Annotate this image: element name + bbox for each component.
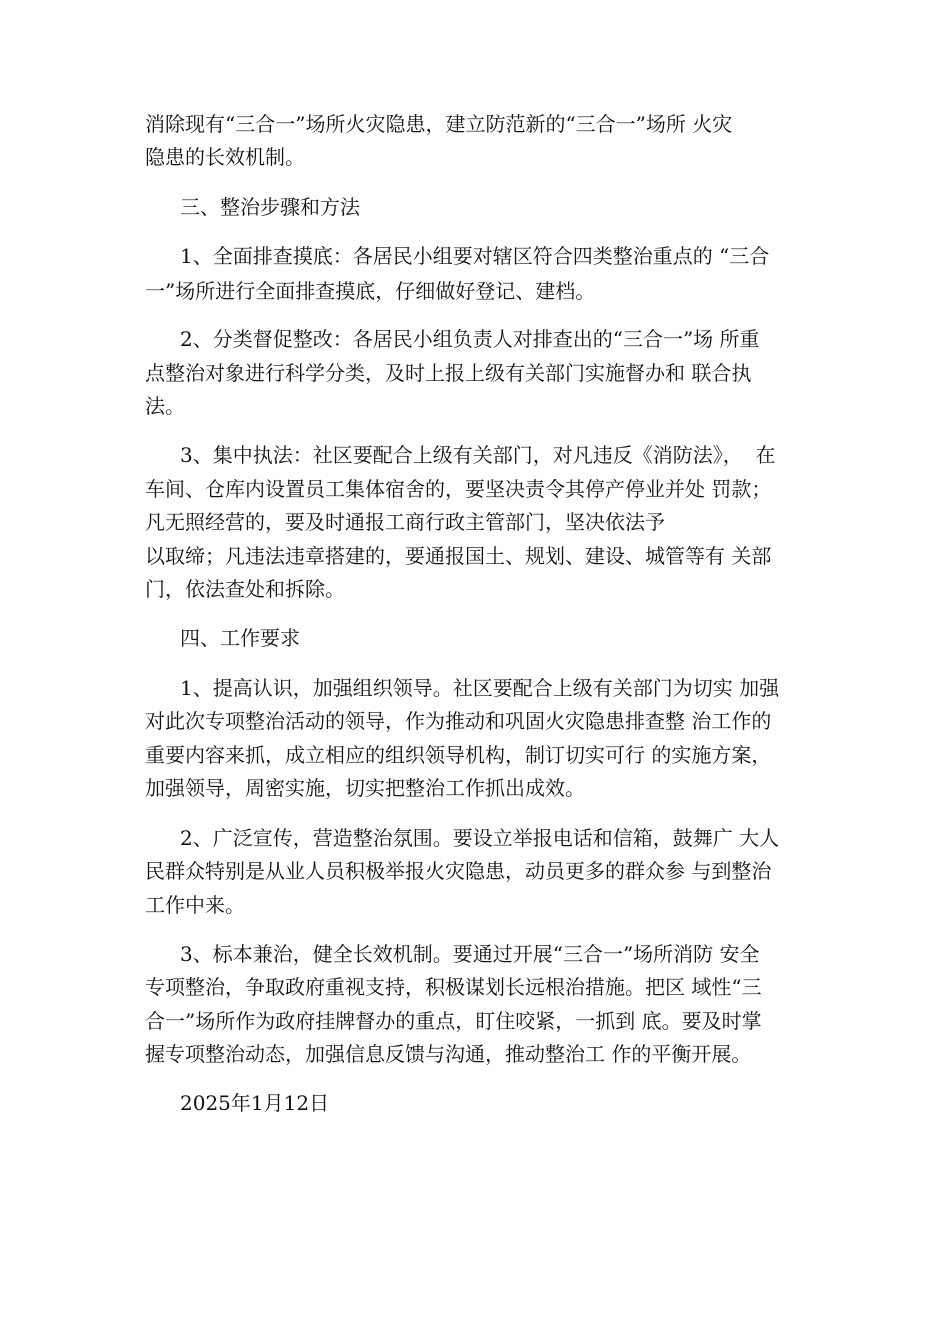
text-line: 1、提高认识，加强组织领导。社区要配合上级有关部门为切实 加强: [180, 676, 780, 700]
text-line: 门，依法查处和拆除。: [145, 577, 345, 601]
text-line: 隐患的长效机制。: [145, 145, 305, 169]
text-line: 一”场所进行全面排查摸底，仔细做好登记、建档。: [145, 279, 596, 303]
text-line: 2、分类督促整改：各居民小组负责人对排查出的“三合一”场 所重: [180, 327, 760, 351]
section-heading: 四、工作要求: [180, 626, 300, 650]
text-line: 消除现有“三合一”场所火灾隐患，建立防范新的“三合一”场所 火灾: [145, 112, 733, 136]
text-line: 民群众特别是从业人员积极举报火灾隐患，动员更多的群众参 与到整治: [145, 859, 772, 883]
text-line: 3、集中执法：社区要配合上级有关部门，对凡违反《消防法》， 在: [180, 443, 776, 467]
text-line: 点整治对象进行科学分类，及时上报上级有关部门实施督办和 联合执: [145, 361, 752, 385]
text-line: 1、全面排查摸底：各居民小组要对辖区符合四类整治重点的 “三合: [180, 244, 770, 268]
section-heading: 三、整治步骤和方法: [180, 195, 360, 219]
text-line: 对此次专项整治活动的领导，作为推动和巩固火灾隐患排查整 治工作的: [145, 709, 772, 733]
text-line: 合一”场所作为政府挂牌督办的重点，盯住咬紧，一抓到 底。要及时掌: [145, 1009, 762, 1033]
text-line: 法。: [145, 394, 185, 418]
text-line: 工作中来。: [145, 893, 245, 917]
text-line: 专项整治，争取政府重视支持，积极谋划长远根治措施。把区 域性“三: [145, 975, 762, 999]
document-date: 2025年1月12日: [180, 1091, 330, 1115]
text-line: 3、标本兼治，健全长效机制。要通过开展“三合一”场所消防 安全: [180, 942, 760, 966]
text-line: 握专项整治动态，加强信息反馈与沟通，推动整治工 作的平衡开展。: [145, 1042, 752, 1066]
text-line: 车间、仓库内设置员工集体宿舍的，要坚决责令其停产停业并处 罚款；: [145, 477, 772, 501]
text-line: 重要内容来抓，成立相应的组织领导机构，制订切实可行 的实施方案，: [145, 743, 772, 767]
text-line: 凡无照经营的，要及时通报工商行政主管部门，坚决依法予: [145, 510, 665, 534]
text-line: 以取缔；凡违法违章搭建的，要通报国土、规划、建设、城管等有 关部: [145, 544, 772, 568]
text-line: 2、广泛宣传，营造整治氛围。要设立举报电话和信箱，鼓舞广 大人: [180, 826, 780, 850]
text-line: 加强领导，周密实施，切实把整治工作抓出成效。: [145, 776, 585, 800]
